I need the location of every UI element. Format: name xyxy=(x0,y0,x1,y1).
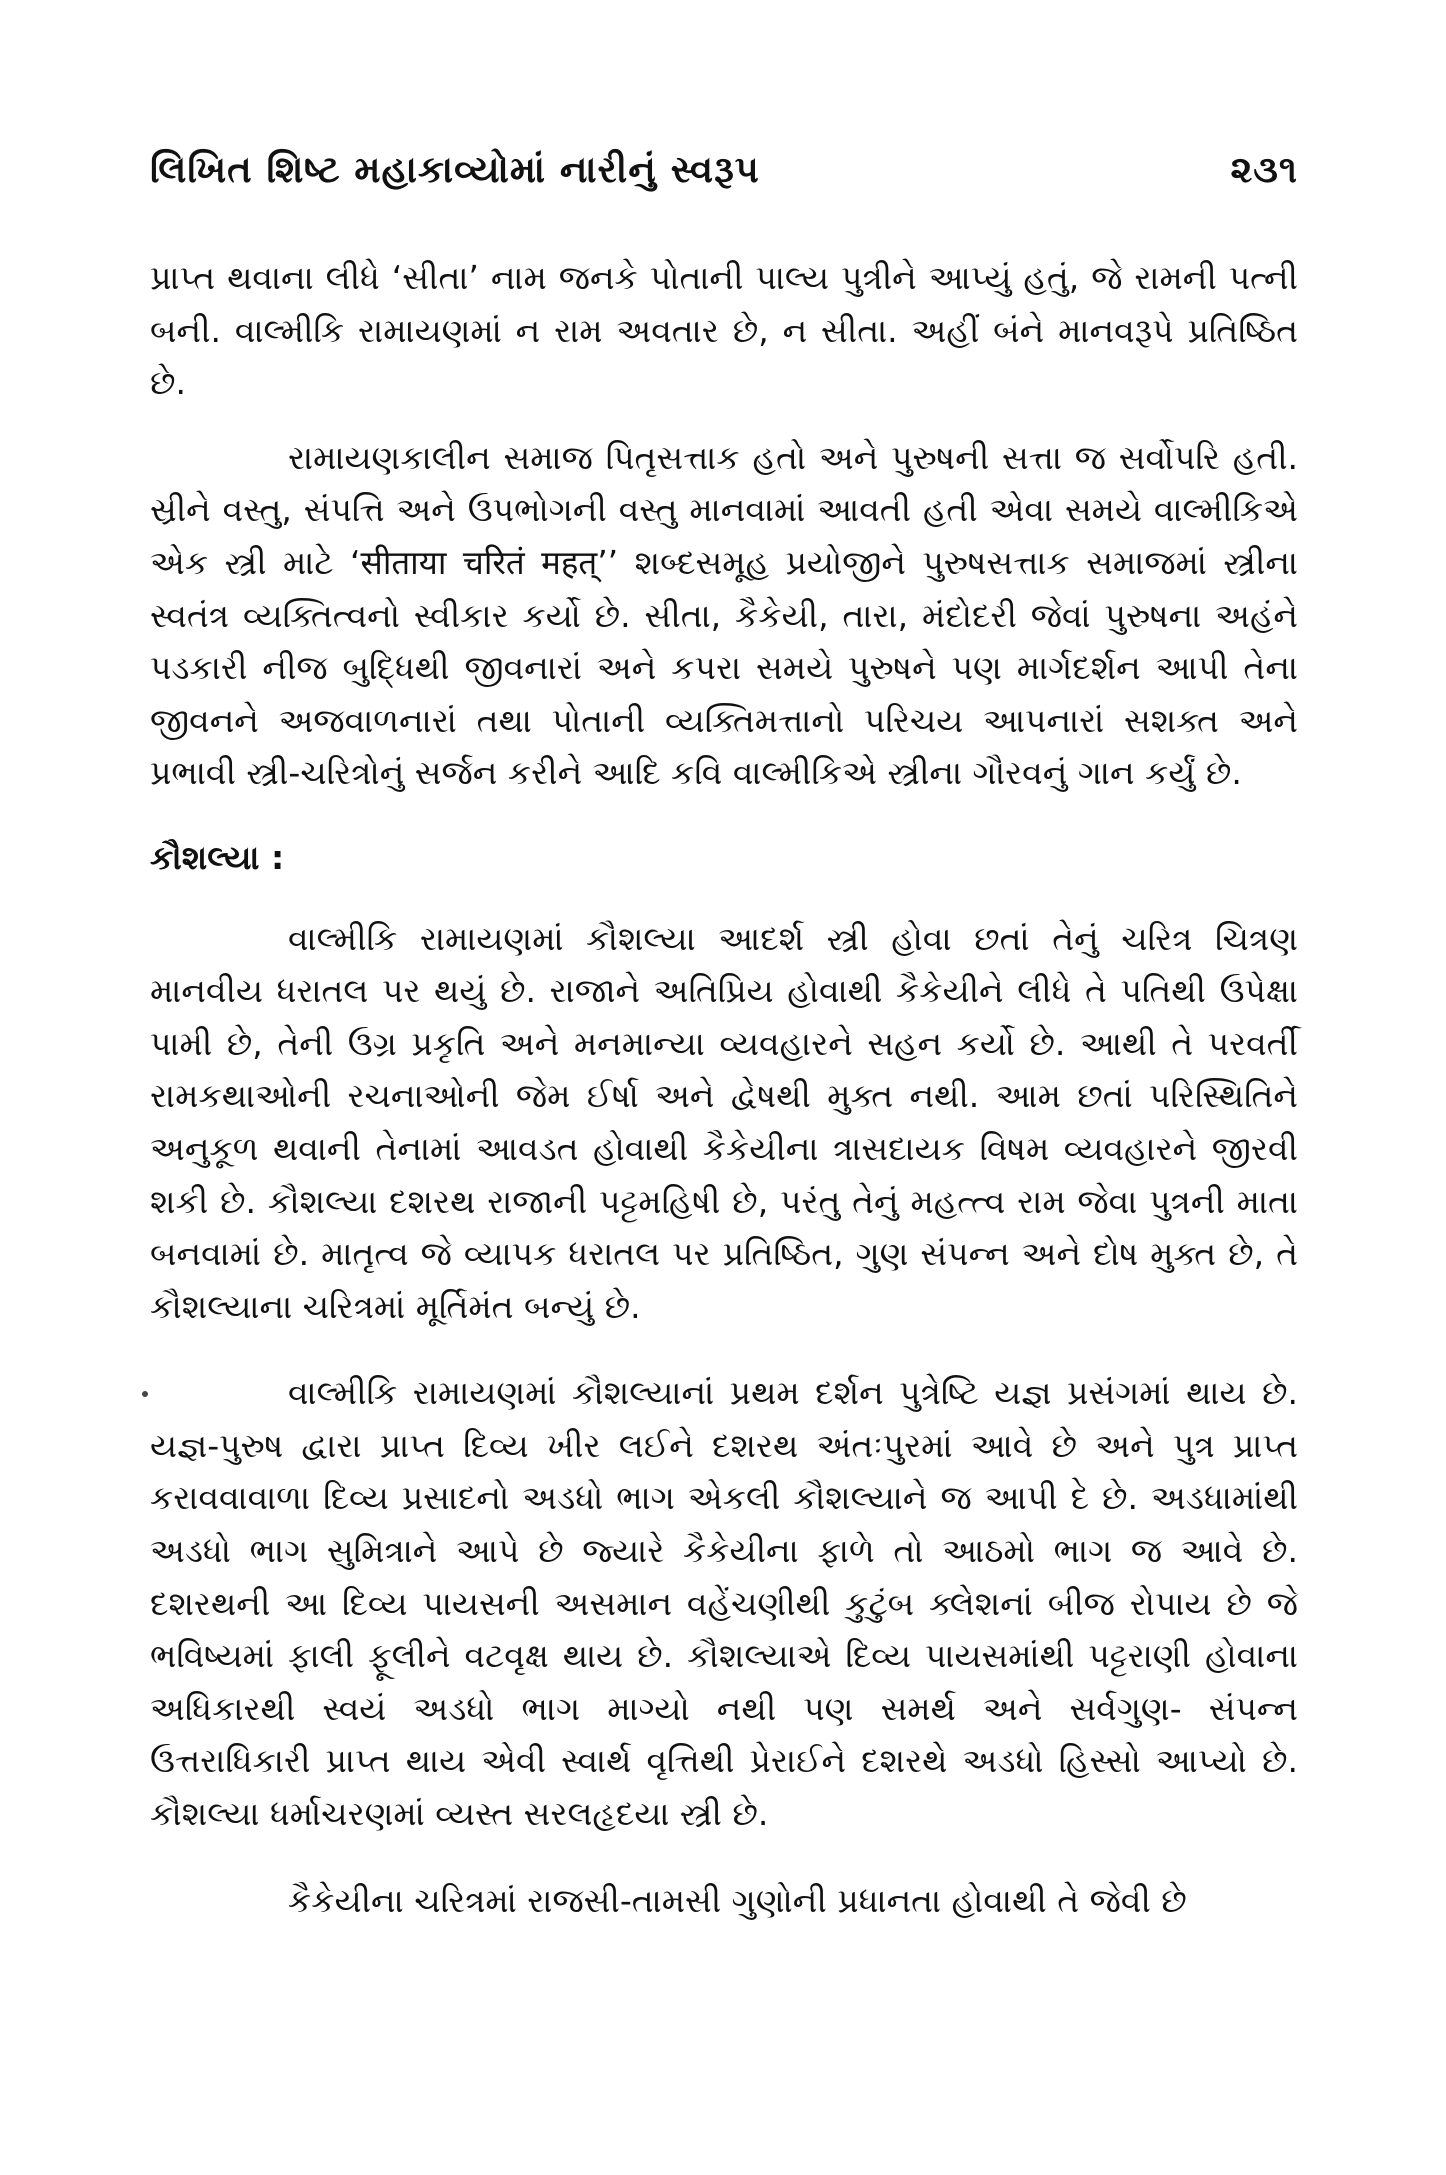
paragraph-continued: પ્રાપ્ત થવાના લીધે ‘સીતા’ નામ જનકે પોતાની પાલ્ય પુત્રીને આપ્યું હતું, જે રામની પત્ની બની. વાલ્મીકિ રામાયણમાં ન રામ અવતાર છે, ન સીતા. અહીં બંને માનવરૂપે પ્રતિષ્ઠિત છે. xyxy=(150,258,1298,403)
paragraph-putreshti-yagna xyxy=(150,1367,1298,1840)
running-header xyxy=(150,148,1298,208)
page-number: ૨૩૧ xyxy=(1230,148,1298,191)
body-text xyxy=(150,252,1298,1927)
running-title: લિખિત શિષ્ટ મહાકાવ્યોમાં નારીનું સ્વરૂપ xyxy=(150,148,760,191)
paragraph-society: રામાયણકાલીન સમાજ પિતૃસત્તાક હતો અને પુરુષની સત્તા જ સર્વોપરિ હતી. સ્રીને વસ્તુ, સંપત્તિ અને ઉપભોગની વસ્તુ માનવામાં આવતી હતી એવા સમયે વાલ્મીકિએ એક સ્ત્રી માટે ‘सीताया चरितं महत्’’ શબ્દસમૂહ પ્રયોજીને પુરુષસત્તાક સમાજમાં સ્ત્રીના સ્વતંત્ર વ્યક્તિત્વનો સ્વીકાર કર્યો છે. સીતા, કૈકેયી, તારા, મંદોદરી જેવાં પુરુષના અહંને પડકારી નીજ બુદ્ધિથી જીવનારાં અને કપરા સમયે પુરુષને પણ માર્ગદર્શન આપી તેના જીવનને અજવાળનારાં તથા પોતાની વ્યક્તિમત્તાનો પરિચય આપનારાં સશક્ત અને પ્રભાવી સ્ત્રી-ચરિત્રોનું સર્જન કરીને આદિ કવિ વાલ્મીકિએ સ્ત્રીના ગૌરવનું ગાન કર્યું છે. xyxy=(150,437,1298,793)
section-heading-kaushalya: કૌશલ્યા : xyxy=(150,837,285,877)
stray-dot-mark xyxy=(142,1391,148,1397)
paragraph-putreshti-yagna-text: વાલ્મીકિ રામાયણમાં કૌશલ્યાનાં પ્રથમ દર્શન પુત્રેષ્ટિ યજ્ઞ પ્રસંગમાં થાય છે. યજ્ઞ-પુરુષ દ્વારા પ્રાપ્ત દિવ્ય ખીર લઈને દશરથ અંતઃપુરમાં આવે છે અને પુત્ર પ્રાપ્ત કરાવવાવાળા દિવ્ય પ્રસાદનો અડધો ભાગ એકલી કૌશલ્યાને જ આપી દે છે. અડધામાંથી અડધો ભાગ સુમિત્રાને આપે છે જ્યારે કૈકેયીના ફાળે તો આઠમો ભાગ જ આવે છે. દશરથની આ દિવ્ય પાયસની અસમાન વહેંચણીથી કુટુંબ ક્લેશનાં બીજ રોપાય છે જે ભવિષ્યમાં ફાલી ફૂલીને વટવૃક્ષ થાય છે. કૌશલ્યાએ દિવ્ય પાયસમાંથી પટ્ટરાણી હોવાના અધિકારથી સ્વયં અડધો ભાગ માગ્યો નથી પણ સમર્થ અને સર્વગુણ- સંપન્ન ઉત્તરાધિકારી પ્રાપ્ત થાય એવી સ્વાર્થ વૃત્તિથી પ્રેરાઈને દશરથે અડધો હિસ્સો આપ્યો છે. કૌશલ્યા ધર્માચરણમાં વ્યસ્ત સરલહૃદયા સ્ત્રી છે. xyxy=(150,1373,1298,1834)
paragraph-kaikeyi: કૈકેયીના ચરિત્રમાં રાજસી-તામસી ગુણોની પ્રધાનતા હોવાથી તે જેવી છે xyxy=(288,1880,1187,1920)
paragraph-kaushalya-character: વાલ્મીકિ રામાયણમાં કૌશલ્યા આદર્શ સ્ત્રી હોવા છતાં તેનું ચરિત્ર ચિત્રણ માનવીય ધરાતલ પર થયું છે. રાજાને અતિપ્રિય હોવાથી કૈકેયીને લીધે તે પતિથી ઉપેક્ષા પામી છે, તેની ઉગ્ર પ્રકૃતિ અને મનમાન્યા વ્યવહારને સહન કર્યો છે. આથી તે પરવર્તી રામકથાઓની રચનાઓની જેમ ઈર્ષા અને દ્વેષથી મુક્ત નથી. આમ છતાં પરિસ્થિતિને અનુકૂળ થવાની તેનામાં આવડત હોવાથી કૈકેયીના ત્રાસદાયક વિષમ વ્યવહારને જીરવી શકી છે. કૌશલ્યા દશરથ રાજાની પટ્ટમહિષી છે, પરંતુ તેનું મહત્ત્વ રામ જેવા પુત્રની માતા બનવામાં છે. માતૃત્વ જે વ્યાપક ધરાતલ પર પ્રતિષ્ઠિત, ગુણ સંપન્ન અને દોષ મુક્ત છે, તે કૌશલ્યાના ચરિત્રમાં મૂર્તિમંત બન્યું છે. xyxy=(150,918,1298,1326)
